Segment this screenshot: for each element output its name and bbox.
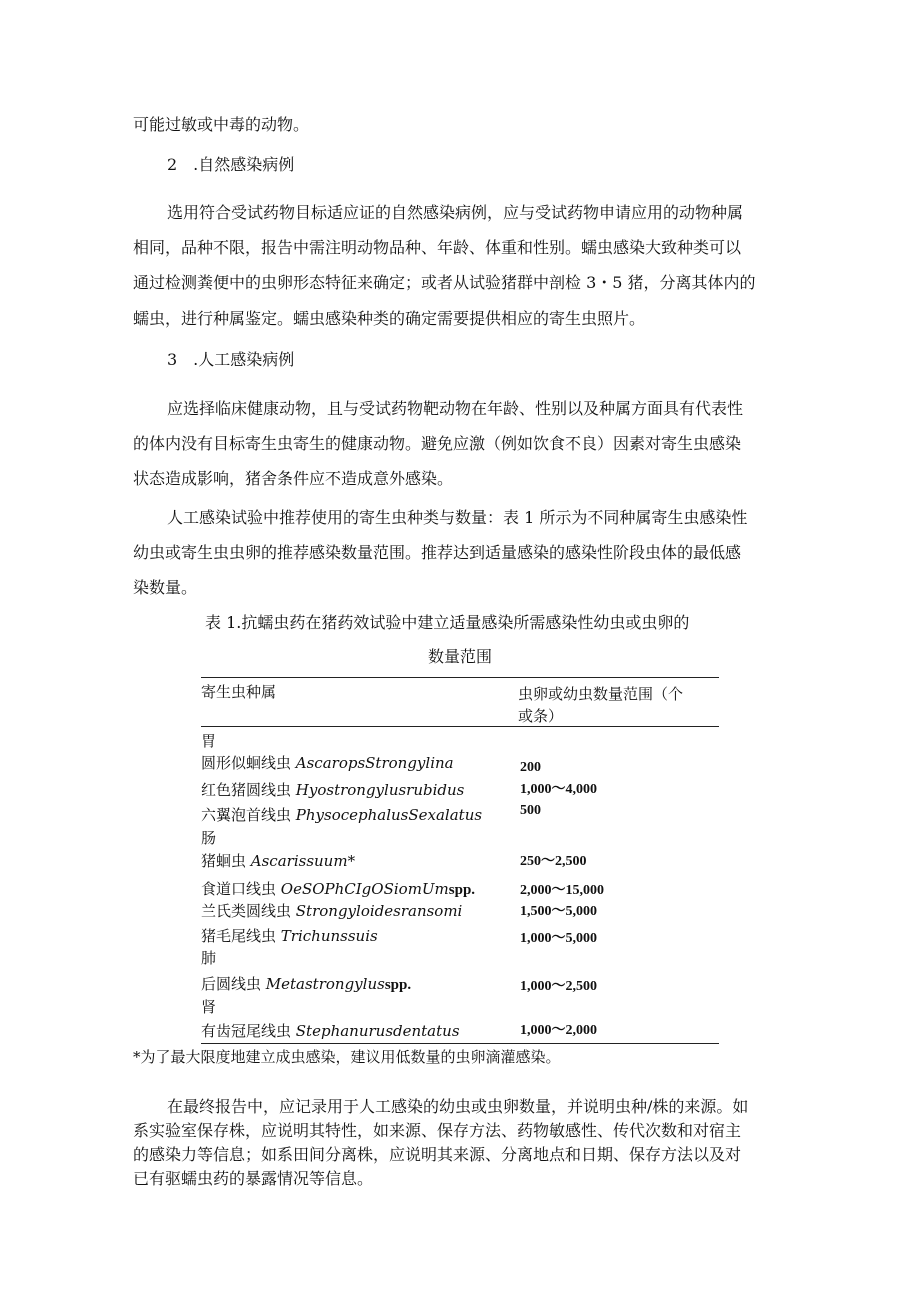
section-3-heading: 3 .人工感染病例 [167,350,295,369]
section-3-para1-line: 状态造成影响，猪舍条件应不造成意外感染。 [133,469,454,488]
column-header-count: 虫卵或幼虫数量范围（个 [518,685,684,703]
table-caption-line2: 数量范围 [427,647,492,666]
table-bottom-rule [201,1043,719,1044]
section-2-line: 相同，品种不限，报告中需注明动物品种、年龄、体重和性别。蠕虫感染大致种类可以 [133,238,742,257]
table-caption: 表 1.抗蠕虫药在猪药效试验中建立适量感染所需感染性幼虫或虫卵的 [205,613,690,632]
table-row-species: 猪毛尾线虫 Trichunssuis [201,927,378,945]
table-row-value: 1,000～2,500 [520,979,597,994]
table-header-rule [201,726,719,727]
group-label-stomach: 胃 [201,732,217,750]
section-2-heading: 2 .自然感染病例 [167,155,295,174]
column-header-count-line2: 或条） [518,707,564,725]
table-row-species: 食道口线虫 OeSOPhCIgOSiomUmspp. [201,880,476,898]
table-row-value: 1,000～2,000 [520,1023,597,1038]
column-header-species: 寄生虫种属 [201,683,277,701]
table-row-species: 猪蛔虫 Ascarissuum* [201,852,356,870]
section-3-para2-line: 染数量。 [133,578,198,597]
section-2-line: 通过检测粪便中的虫卵形态特征来确定；或者从试验猪群中剖检 3・5 猪，分离其体内的 [133,273,756,292]
group-label-kidney: 肾 [201,998,217,1016]
section-3-para2-line: 幼虫或寄生虫虫卵的推荐感染数量范围。推荐达到适量感染的感染性阶段虫体的最低感 [133,543,742,562]
table-row-species: 后圆线虫 Metastrongylusspp. [201,975,412,993]
group-label-intestine: 肠 [201,829,217,847]
table-row-value: 2,000～15,000 [520,883,604,898]
table-row-value: 200 [520,760,541,775]
closing-line: 系实验室保存株，应说明其特性，如来源、保存方法、药物敏感性、传代次数和对宿主 [133,1121,742,1140]
table-row-value: 1,500～5,000 [520,904,597,919]
table-row-species: 有齿冠尾线虫 Stephanurusdentatus [201,1022,460,1040]
table-row-species: 六翼泡首线虫 PhysocephalusSexalatus [201,806,483,824]
closing-line: 已有驱蠕虫药的暴露情况等信息。 [133,1169,374,1188]
closing-line: 的感染力等信息；如系田间分离株，应说明其来源、分离地点和日期、保存方法以及对 [133,1145,742,1164]
continuation-text: 可能过敏或中毒的动物。 [133,115,310,134]
section-3-para1-line: 的体内没有目标寄生虫寄生的健康动物。避免应激（例如饮食不良）因素对寄生虫感染 [133,434,742,453]
table-footnote: *为了最大限度地建立成虫感染，建议用低数量的虫卵滴灌感染。 [133,1048,561,1066]
table-row-species: 圆形似蛔线虫 AscaropsStrongylina [201,754,454,772]
table-row-value: 500 [520,803,541,818]
group-label-lung: 肺 [201,949,217,967]
table-row-value: 1,000～4,000 [520,782,597,797]
table-row-species: 红色猪圆线虫 Hyostrongylusrubidus [201,781,465,799]
table-row-value: 250～2,500 [520,854,587,869]
closing-line: 在最终报告中，应记录用于人工感染的幼虫或虫卵数量，并说明虫种/株的来源。如 [167,1097,749,1116]
section-3-para1-line: 应选择临床健康动物，且与受试药物靶动物在年龄、性别以及种属方面具有代表性 [167,399,744,418]
section-2-line: 选用符合受试药物目标适应证的自然感染病例，应与受试药物申请应用的动物种属 [167,203,744,222]
section-2-line: 蠕虫，进行种属鉴定。蠕虫感染种类的确定需要提供相应的寄生虫照片。 [133,309,646,328]
table-row-species: 兰氏类圆线虫 Strongyloidesransomi [201,902,463,920]
table-top-rule [201,677,719,678]
section-3-para2-line: 人工感染试验中推荐使用的寄生虫种类与数量：表 1 所示为不同种属寄生虫感染性 [167,508,748,527]
table-row-value: 1,000～5,000 [520,931,597,946]
